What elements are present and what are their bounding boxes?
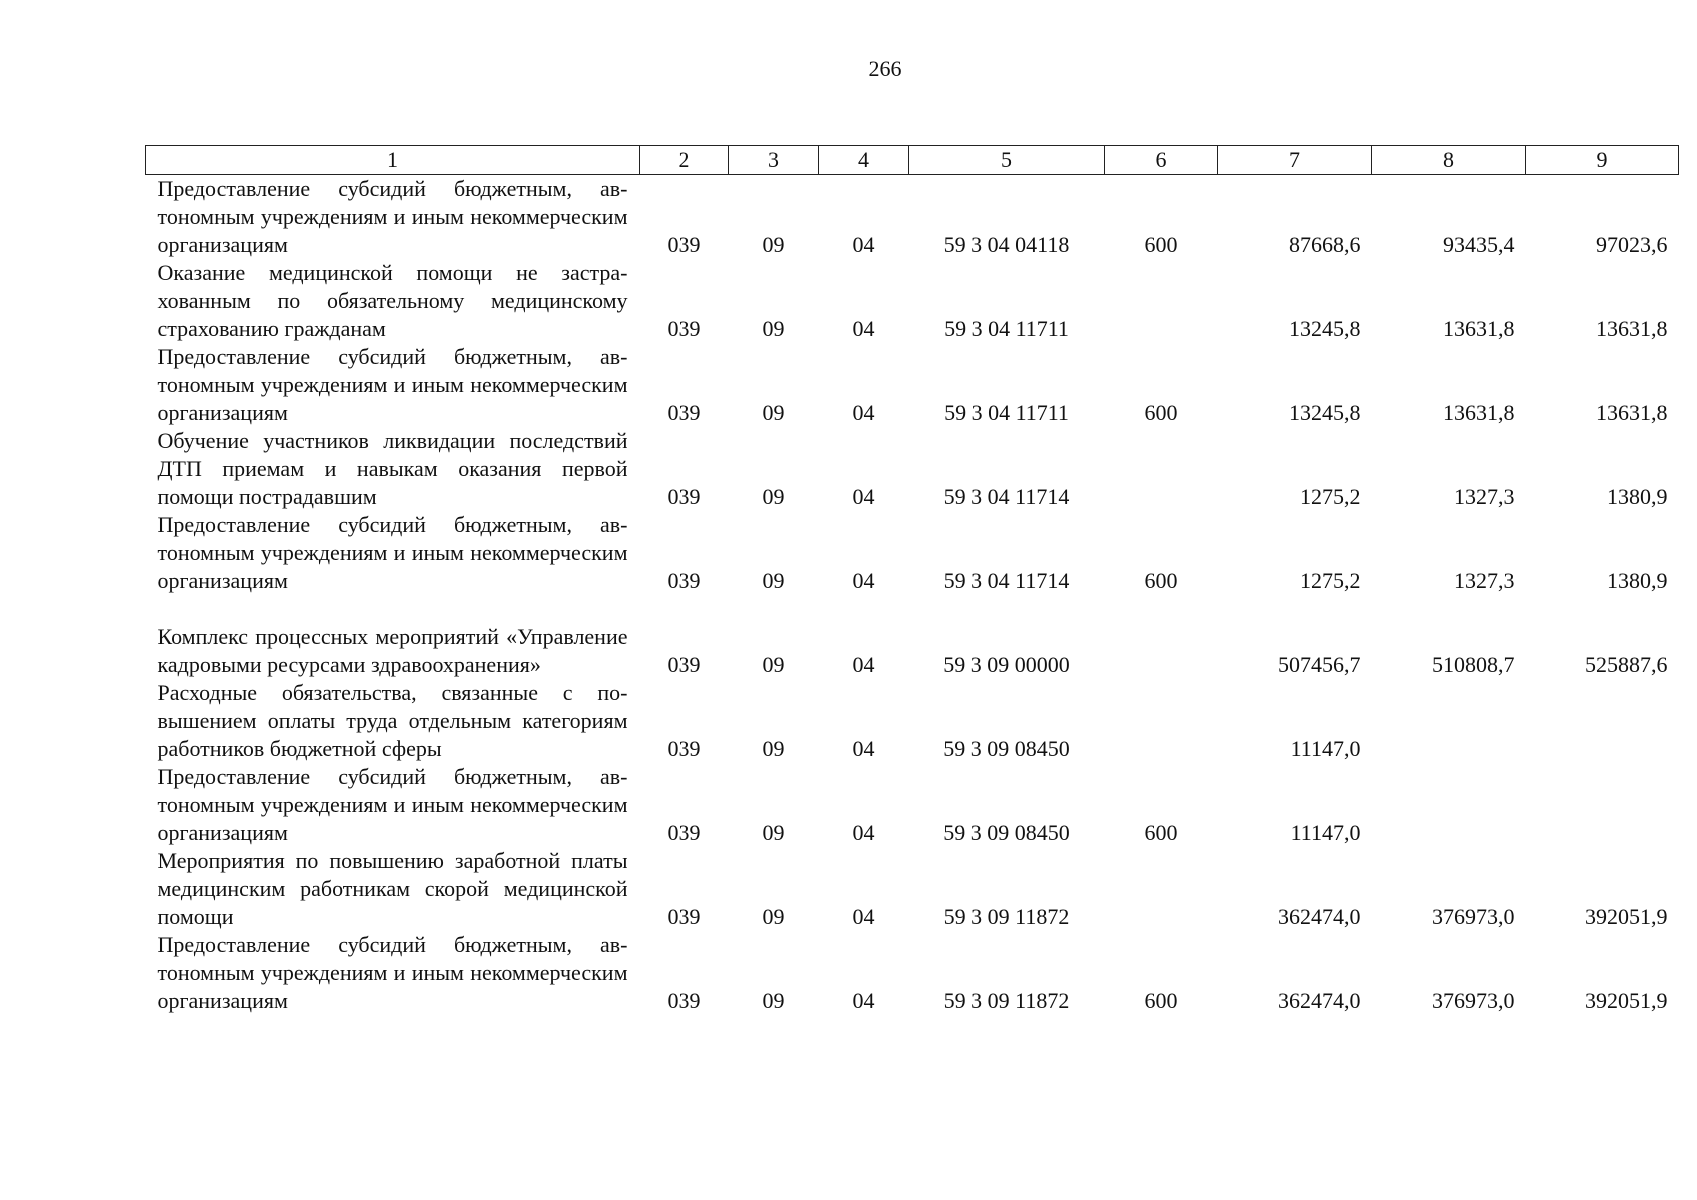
admin-code-cell: 039 bbox=[667, 652, 701, 677]
table-body bbox=[146, 175, 1679, 1016]
section-cell: 09 bbox=[762, 316, 785, 341]
section-cell: 09 bbox=[762, 988, 785, 1013]
column-header: 5 bbox=[909, 146, 1105, 175]
section-cell: 09 bbox=[762, 232, 785, 257]
expense-name-cell: Расходные обязательства, связанные с повышением оплаты труда отдельным категориям работников бюджетной сферы bbox=[157, 680, 628, 761]
amount-year2-cell bbox=[1372, 763, 1526, 847]
amount-year3-cell: 97023,6 bbox=[1596, 232, 1668, 257]
column-header: 7 bbox=[1218, 146, 1372, 175]
column-header: 9 bbox=[1526, 146, 1679, 175]
section-cell: 09 bbox=[762, 400, 785, 425]
expense-name-cell: Предоставление субсидий бюджетным, автономным учреждениям и иным некоммерческим организациям bbox=[157, 512, 628, 593]
section-cell: 09 bbox=[762, 652, 785, 677]
subsection-cell: 04 bbox=[852, 232, 875, 257]
amount-year3-cell: 13631,8 bbox=[1596, 316, 1668, 341]
amount-year2-cell: 1327,3 bbox=[1454, 484, 1515, 509]
table-row bbox=[146, 763, 1679, 847]
amount-year1-cell: 507456,7 bbox=[1278, 652, 1361, 677]
expense-name-cell: Оказание медицинской помощи не застрахованным по обязательному медицинскому страхованию гражданам bbox=[157, 260, 628, 341]
table-row bbox=[146, 931, 1679, 1015]
expense-type-cell: 600 bbox=[1144, 568, 1178, 593]
amount-year3-cell: 392051,9 bbox=[1585, 988, 1668, 1013]
target-article-cell: 59 3 04 11714 bbox=[943, 484, 1070, 509]
amount-year2-cell: 1327,3 bbox=[1454, 568, 1515, 593]
expense-type-cell: 600 bbox=[1144, 820, 1178, 845]
subsection-cell: 04 bbox=[852, 904, 875, 929]
expense-name-cell: Предоставление субсидий бюджетным, автономным учреждениям и иным некоммерческим организациям bbox=[157, 344, 628, 425]
table-row bbox=[146, 343, 1679, 427]
amount-year3-cell bbox=[1526, 679, 1679, 763]
subsection-cell: 04 bbox=[852, 568, 875, 593]
amount-year1-cell: 11147,0 bbox=[1290, 820, 1361, 845]
column-header: 1 bbox=[146, 146, 640, 175]
amount-year2-cell bbox=[1372, 679, 1526, 763]
admin-code-cell: 039 bbox=[667, 988, 701, 1013]
amount-year1-cell: 1275,2 bbox=[1300, 568, 1361, 593]
amount-year1-cell: 1275,2 bbox=[1300, 484, 1361, 509]
target-article-cell: 59 3 04 11711 bbox=[944, 400, 1069, 425]
amount-year2-cell: 13631,8 bbox=[1443, 316, 1515, 341]
target-article-cell: 59 3 04 11711 bbox=[944, 316, 1069, 341]
target-article-cell: 59 3 09 11872 bbox=[943, 988, 1070, 1013]
subsection-cell: 04 bbox=[852, 484, 875, 509]
section-cell: 09 bbox=[762, 568, 785, 593]
amount-year1-cell: 362474,0 bbox=[1278, 904, 1361, 929]
subsection-cell: 04 bbox=[852, 316, 875, 341]
table-row bbox=[146, 847, 1679, 931]
amount-year1-cell: 13245,8 bbox=[1289, 400, 1361, 425]
table-row bbox=[146, 511, 1679, 595]
expense-name-cell: Предоставление субсидий бюджетным, автономным учреждениям и иным некоммерческим организациям bbox=[157, 932, 628, 1013]
table-row bbox=[146, 679, 1679, 763]
admin-code-cell: 039 bbox=[667, 232, 701, 257]
admin-code-cell: 039 bbox=[667, 736, 701, 761]
target-article-cell: 59 3 04 04118 bbox=[943, 232, 1070, 257]
expense-type-cell bbox=[1105, 259, 1218, 343]
section-cell: 09 bbox=[762, 484, 785, 509]
header-row bbox=[146, 146, 1679, 175]
expense-type-cell bbox=[1105, 427, 1218, 511]
subsection-cell: 04 bbox=[852, 400, 875, 425]
table-row bbox=[146, 175, 1679, 260]
amount-year3-cell: 1380,9 bbox=[1607, 568, 1668, 593]
budget-table bbox=[145, 145, 1679, 1015]
expense-name-cell: Предоставление субсидий бюджетным, автономным учреждениям и иным некоммерческим организациям bbox=[157, 176, 628, 257]
column-header: 8 bbox=[1372, 146, 1526, 175]
target-article-cell: 59 3 09 08450 bbox=[943, 736, 1070, 761]
expense-type-cell: 600 bbox=[1144, 232, 1178, 257]
column-header: 6 bbox=[1105, 146, 1218, 175]
amount-year3-cell: 392051,9 bbox=[1585, 904, 1668, 929]
expense-type-cell bbox=[1105, 847, 1218, 931]
admin-code-cell: 039 bbox=[667, 400, 701, 425]
expense-type-cell: 600 bbox=[1144, 988, 1178, 1013]
table-row bbox=[146, 259, 1679, 343]
target-article-cell: 59 3 09 08450 bbox=[943, 820, 1070, 845]
page-number: 266 bbox=[868, 56, 902, 81]
target-article-cell: 59 3 04 11714 bbox=[943, 568, 1070, 593]
amount-year3-cell bbox=[1526, 763, 1679, 847]
table-row bbox=[146, 595, 1679, 679]
column-header: 4 bbox=[819, 146, 909, 175]
amount-year2-cell: 93435,4 bbox=[1443, 232, 1515, 257]
admin-code-cell: 039 bbox=[667, 820, 701, 845]
column-header: 2 bbox=[640, 146, 729, 175]
amount-year1-cell: 11147,0 bbox=[1290, 736, 1361, 761]
amount-year3-cell: 1380,9 bbox=[1607, 484, 1668, 509]
amount-year2-cell: 376973,0 bbox=[1432, 904, 1515, 929]
expense-type-cell bbox=[1105, 679, 1218, 763]
column-header: 3 bbox=[729, 146, 819, 175]
amount-year2-cell: 376973,0 bbox=[1432, 988, 1515, 1013]
amount-year1-cell: 87668,6 bbox=[1289, 232, 1361, 257]
expense-type-cell bbox=[1105, 595, 1218, 679]
amount-year2-cell: 510808,7 bbox=[1432, 652, 1515, 677]
expense-name-cell: Комплекс процессных мероприятий «Управление кадровыми ресурсами здравоохранения» bbox=[157, 624, 628, 677]
subsection-cell: 04 bbox=[852, 988, 875, 1013]
section-cell: 09 bbox=[762, 820, 785, 845]
expense-type-cell: 600 bbox=[1144, 400, 1178, 425]
subsection-cell: 04 bbox=[852, 820, 875, 845]
expense-name-cell: Обучение участников ликвидации последствий ДТП приемам и навыкам оказания первой помощи пострадавшим bbox=[157, 428, 628, 509]
admin-code-cell: 039 bbox=[667, 568, 701, 593]
amount-year3-cell: 13631,8 bbox=[1596, 400, 1668, 425]
admin-code-cell: 039 bbox=[667, 904, 701, 929]
target-article-cell: 59 3 09 00000 bbox=[943, 652, 1070, 677]
expense-name-cell: Предоставление субсидий бюджетным, автономным учреждениям и иным некоммерческим организациям bbox=[157, 764, 628, 845]
target-article-cell: 59 3 09 11872 bbox=[943, 904, 1070, 929]
amount-year1-cell: 362474,0 bbox=[1278, 988, 1361, 1013]
expense-name-cell: Мероприятия по повышению заработной платы медицинским работникам скорой медицинской помощи bbox=[157, 848, 628, 929]
subsection-cell: 04 bbox=[852, 652, 875, 677]
section-cell: 09 bbox=[762, 736, 785, 761]
amount-year2-cell: 13631,8 bbox=[1443, 400, 1515, 425]
subsection-cell: 04 bbox=[852, 736, 875, 761]
table-row bbox=[146, 427, 1679, 511]
admin-code-cell: 039 bbox=[667, 484, 701, 509]
amount-year3-cell: 525887,6 bbox=[1585, 652, 1668, 677]
amount-year1-cell: 13245,8 bbox=[1289, 316, 1361, 341]
admin-code-cell: 039 bbox=[667, 316, 701, 341]
section-cell: 09 bbox=[762, 904, 785, 929]
